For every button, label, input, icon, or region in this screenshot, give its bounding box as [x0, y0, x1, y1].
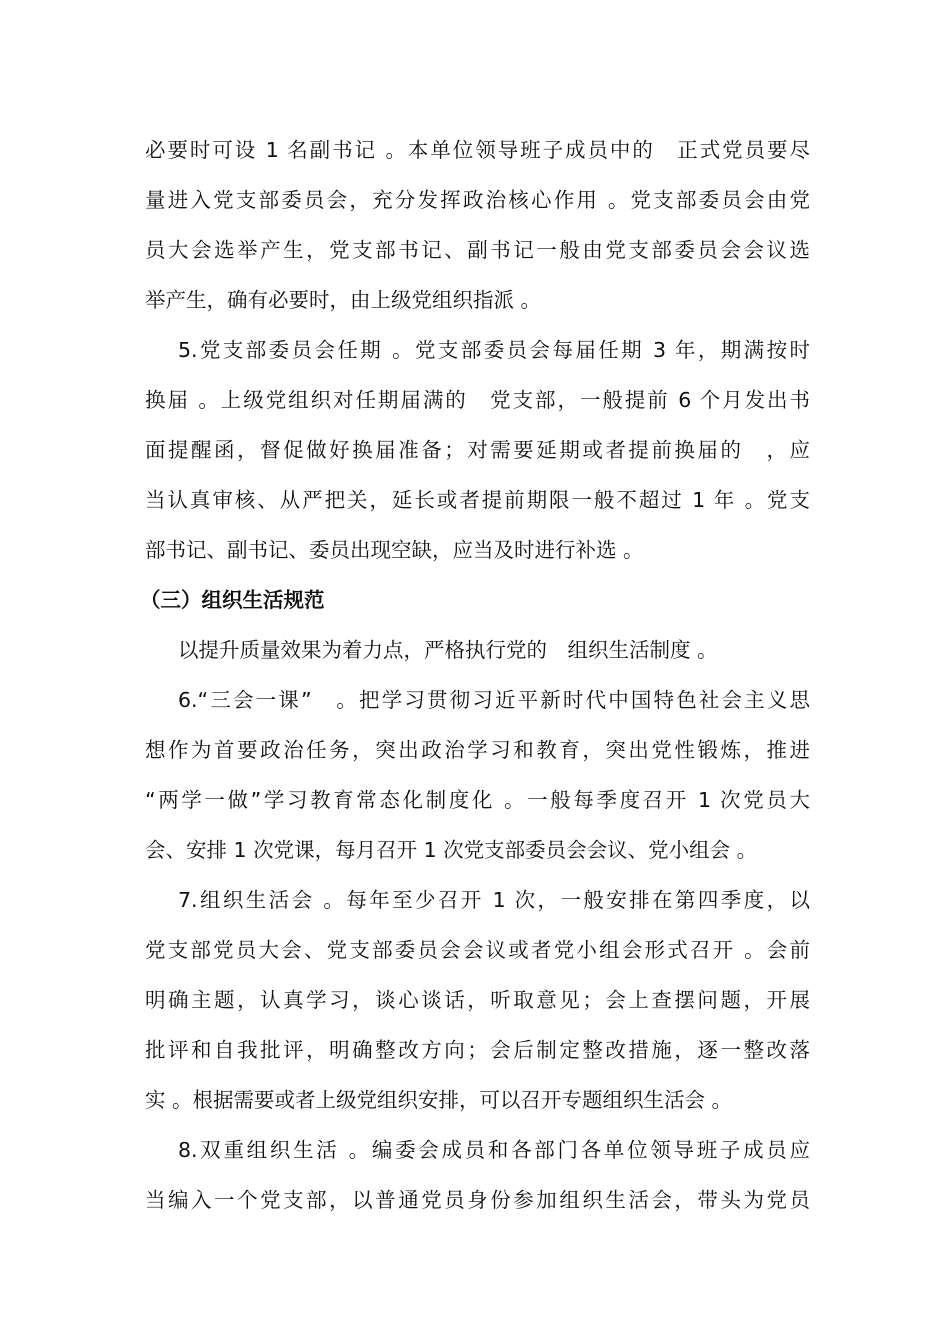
text-line: 量进入党支部委员会，充分发挥政治核心作用 。党支部委员会由党 — [145, 188, 810, 212]
text-line: “两学一做”学习教育常态化制度化 。一般每季度召开 1 次党员大 — [145, 788, 810, 812]
text-line: 当编入一个党支部，以普通党员身份参加组织生活会，带头为党员 — [145, 1188, 810, 1212]
text-line: 会、安排 1 次党课，每月召开 1 次党支部委员会会议、党小组会 。 — [145, 838, 758, 862]
text-line: 面提醒函，督促做好换届准备；对需要延期或者提前换届的 ，应 — [145, 438, 810, 462]
text-line: 实 。根据需要或者上级党组织安排，可以召开专题组织生活会 。 — [145, 1088, 733, 1112]
text-line: 部书记、副书记、委员出现空缺，应当及时进行补选 。 — [145, 538, 644, 562]
text-line: 6.“三会一课” 。把学习贯彻习近平新时代中国特色社会主义思 — [178, 688, 810, 712]
text-line: 举产生，确有必要时，由上级党组织指派 。 — [145, 288, 542, 312]
text-line: 党支部党员大会、党支部委员会会议或者党小组会形式召开 。会前 — [145, 938, 810, 962]
text-line: 8.双重组织生活 。编委会成员和各部门各单位领导班子成员应 — [178, 1138, 810, 1162]
text-line: 批评和自我批评，明确整改方向；会后制定整改措施，逐一整改落 — [145, 1038, 810, 1062]
text-line: 当认真审核、从严把关，延长或者提前期限一般不超过 1 年 。党支 — [145, 488, 810, 512]
text-line: 明确主题，认真学习，谈心谈话，听取意见；会上查摆问题，开展 — [145, 988, 810, 1012]
text-line: 换届 。上级党组织对任期届满的 党支部，一般提前 6 个月发出书 — [145, 388, 810, 412]
text-line: 必要时可设 1 名副书记 。本单位领导班子成员中的 正式党员要尽 — [145, 138, 810, 162]
text-line: 以提升质量效果为着力点，严格执行党的 组织生活制度 。 — [178, 638, 718, 662]
text-line: 想作为首要政治任务，突出政治学习和教育，突出党性锻炼，推进 — [145, 738, 810, 762]
text-line: 5.党支部委员会任期 。党支部委员会每届任期 3 年，期满按时 — [178, 338, 810, 362]
text-line: 员大会选举产生，党支部书记、副书记一般由党支部委员会会议选 — [145, 238, 810, 262]
section-heading: （三）组织生活规范 — [140, 588, 325, 612]
text-line: 7.组织生活会 。每年至少召开 1 次，一般安排在第四季度，以 — [178, 888, 810, 912]
